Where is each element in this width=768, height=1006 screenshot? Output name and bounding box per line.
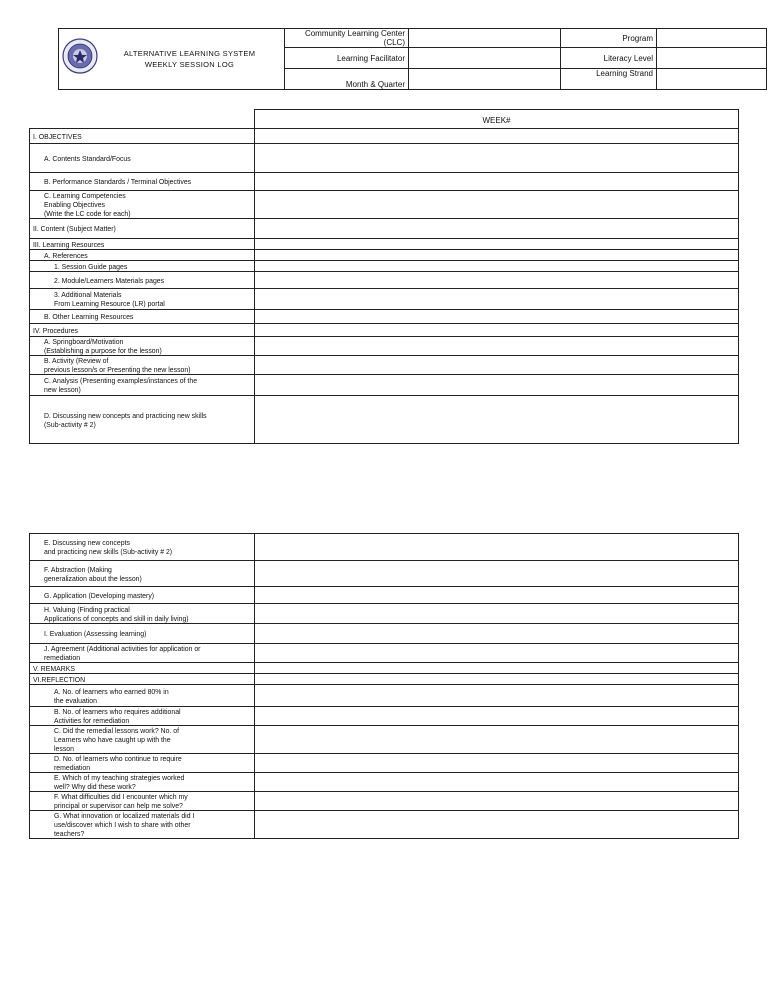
input-agreement[interactable] <box>255 644 739 663</box>
clc-label: Community Learning Center (CLC) <box>285 29 409 48</box>
session-log-table-1 <box>29 109 739 444</box>
input-discussing-d[interactable] <box>255 396 739 444</box>
input-springboard[interactable] <box>255 337 739 356</box>
week-header: WEEK# <box>255 110 739 129</box>
input-learning-resources[interactable] <box>255 239 739 250</box>
row-other-resources: B. Other Learning Resources <box>30 310 255 324</box>
input-performance-standards[interactable] <box>255 173 739 191</box>
input-reflection[interactable] <box>255 674 739 685</box>
input-reflection-c[interactable] <box>255 726 739 754</box>
row-reflection-g: G. What innovation or localized materials did I use/discover which I wish to share with other teachers? <box>30 811 255 839</box>
month-field[interactable] <box>409 69 561 90</box>
literacy-field[interactable] <box>657 48 767 69</box>
session-log-table-2 <box>29 533 739 839</box>
strand-field[interactable] <box>657 69 767 90</box>
row-learning-competencies: C. Learning Competencies Enabling Objectives (Write the LC code for each) <box>30 191 255 219</box>
row-application: G. Application (Developing mastery) <box>30 587 255 604</box>
row-reflection-b: B. No. of learners who requires additional Activities for remediation <box>30 707 255 726</box>
clc-field[interactable] <box>409 29 561 48</box>
input-learning-competencies[interactable] <box>255 191 739 219</box>
input-content-standard[interactable] <box>255 144 739 173</box>
input-content-subject[interactable] <box>255 219 739 239</box>
month-label: Month & Quarter <box>285 69 409 90</box>
row-additional-materials: 3. Additional Materials From Learning Resource (LR) portal <box>30 289 255 310</box>
input-references[interactable] <box>255 250 739 261</box>
row-content-standard: A. Contents Standard/Focus <box>30 144 255 173</box>
row-module-materials: 2. Module/Learners Materials pages <box>30 272 255 289</box>
row-objectives: I. OBJECTIVES <box>30 129 255 144</box>
input-evaluation[interactable] <box>255 624 739 644</box>
program-field[interactable] <box>657 29 767 48</box>
input-remarks[interactable] <box>255 663 739 674</box>
header-table <box>58 28 767 90</box>
row-agreement: J. Agreement (Additional activities for application or remediation <box>30 644 255 663</box>
input-reflection-a[interactable] <box>255 685 739 707</box>
facilitator-label: Learning Facilitator <box>285 48 409 69</box>
input-abstraction[interactable] <box>255 561 739 587</box>
row-content-subject: II. Content (Subject Matter) <box>30 219 255 239</box>
input-analysis[interactable] <box>255 375 739 396</box>
row-reflection-e: E. Which of my teaching strategies worked well? Why did these work? <box>30 773 255 792</box>
input-other-resources[interactable] <box>255 310 739 324</box>
row-abstraction: F. Abstraction (Making generalization about the lesson) <box>30 561 255 587</box>
week-spacer <box>30 110 255 129</box>
row-valuing: H. Valuing (Finding practical Applications of concepts and skill in daily living) <box>30 604 255 624</box>
row-procedures: IV. Procedures <box>30 324 255 337</box>
row-reflection-f: F. What difficulties did I encounter which my principal or supervisor can help me solve? <box>30 792 255 811</box>
row-reflection-a: A. No. of learners who earned 80% in the evaluation <box>30 685 255 707</box>
input-activity[interactable] <box>255 356 739 375</box>
input-session-guide[interactable] <box>255 261 739 272</box>
input-objectives[interactable] <box>255 129 739 144</box>
literacy-label: Literacy Level <box>561 48 657 69</box>
row-references: A. References <box>30 250 255 261</box>
row-reflection-d: D. No. of learners who continue to require remediation <box>30 754 255 773</box>
deped-seal-icon <box>62 38 98 74</box>
input-procedures[interactable] <box>255 324 739 337</box>
row-discussing-d: D. Discussing new concepts and practicing new skills (Sub-activity # 2) <box>30 396 255 444</box>
row-discussing-e: E. Discussing new concepts and practicing new skills (Sub-activity # 2) <box>30 534 255 561</box>
row-reflection-c: C. Did the remedial lessons work? No. of Learners who have caught up with the lesson <box>30 726 255 754</box>
row-session-guide: 1. Session Guide pages <box>30 261 255 272</box>
input-valuing[interactable] <box>255 604 739 624</box>
form-title-line1: ALTERNATIVE LEARNING SYSTEM <box>123 49 256 58</box>
form-title-line2: WEEKLY SESSION LOG <box>144 60 235 69</box>
input-reflection-e[interactable] <box>255 773 739 792</box>
row-activity: B. Activity (Review of previous lesson/s or Presenting the new lesson) <box>30 356 255 375</box>
input-module-materials[interactable] <box>255 272 739 289</box>
row-performance-standards: B. Performance Standards / Terminal Objectives <box>30 173 255 191</box>
program-label: Program <box>561 29 657 48</box>
input-reflection-b[interactable] <box>255 707 739 726</box>
row-analysis: C. Analysis (Presenting examples/instances of the new lesson) <box>30 375 255 396</box>
input-additional-materials[interactable] <box>255 289 739 310</box>
row-reflection: VI.REFLECTION <box>30 674 255 685</box>
input-reflection-f[interactable] <box>255 792 739 811</box>
row-learning-resources: III. Learning Resources <box>30 239 255 250</box>
row-evaluation: I. Evaluation (Assessing learning) <box>30 624 255 644</box>
input-reflection-g[interactable] <box>255 811 739 839</box>
row-remarks: V. REMARKS <box>30 663 255 674</box>
input-application[interactable] <box>255 587 739 604</box>
strand-label: Learning Strand <box>561 69 657 90</box>
facilitator-field[interactable] <box>409 48 561 69</box>
input-discussing-e[interactable] <box>255 534 739 561</box>
row-springboard: A. Springboard/Motivation (Establishing a purpose for the lesson) <box>30 337 255 356</box>
input-reflection-d[interactable] <box>255 754 739 773</box>
